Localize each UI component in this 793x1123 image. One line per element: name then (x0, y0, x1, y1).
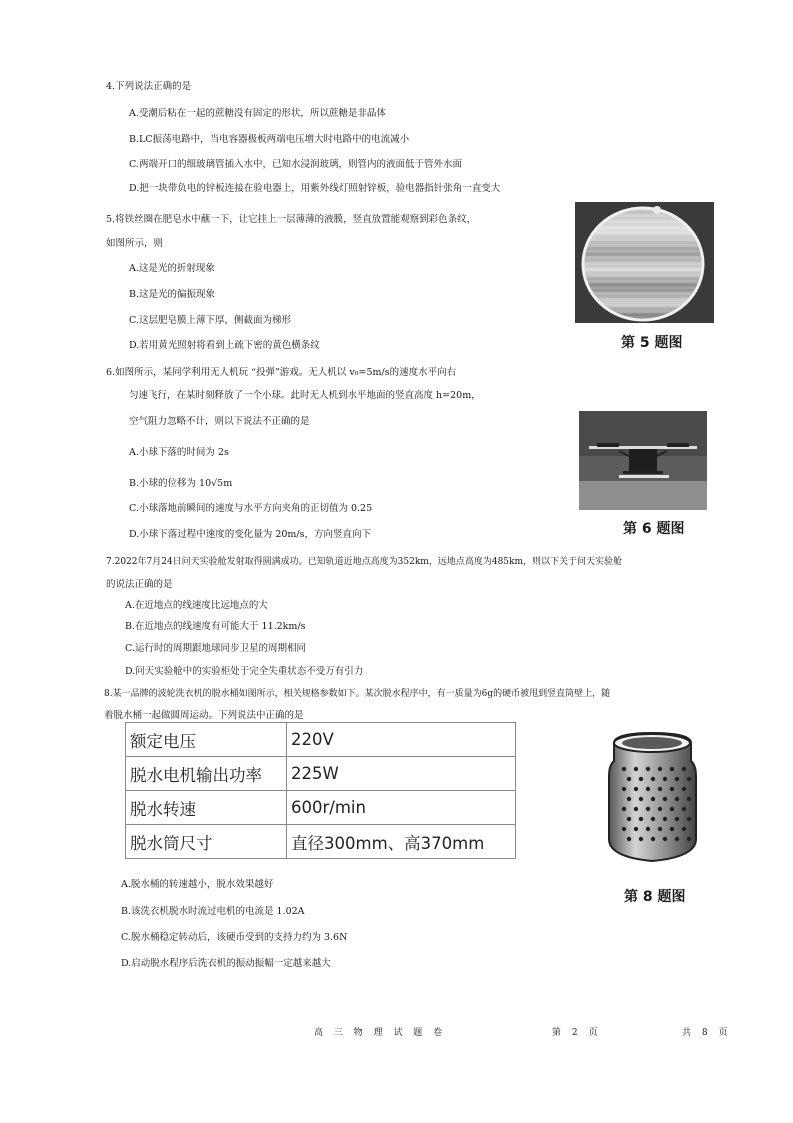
footer-total-pages: 共 8 页 (682, 1028, 728, 1038)
q7-option-d: D.问天实验舱中的实验柜处于完全失重状态不受万有引力 (125, 666, 364, 677)
q5-option-c: C.这层肥皂膜上薄下厚，侧截面为梯形 (129, 315, 291, 326)
drum-hole (622, 767, 626, 771)
q5-stem-line2: 如图所示，则 (106, 238, 164, 249)
footer-title: 高 三 物 理 试 题 卷 (314, 1028, 443, 1038)
drum-hole (622, 807, 626, 811)
q6-stem-line1: 6.如图所示，某同学利用无人机玩 “投弹”游戏。无人机以 v₀=5m/s的速度水平向右 (106, 367, 457, 378)
drum-hole (627, 837, 631, 841)
table-row (126, 757, 516, 791)
drum-hole (646, 787, 650, 791)
table-row (126, 825, 516, 859)
drum-hole (675, 837, 679, 841)
drum-hole (658, 767, 662, 771)
drum-hole (687, 817, 691, 821)
drum-hole (634, 827, 638, 831)
drum-hole (634, 787, 638, 791)
q7-option-c: C.运行时的周期跟地球同步卫星的周期相同 (125, 643, 306, 654)
q7-stem-line2: 的说法正确的是 (106, 579, 173, 590)
spin-drum-figure (606, 731, 699, 866)
spec-key: 脱水转速 (126, 791, 287, 825)
spec-value: 直径300mm、高370mm (287, 825, 516, 859)
drum-hole (634, 807, 638, 811)
drum-hole (627, 817, 631, 821)
drum-hole (675, 817, 679, 821)
drum-hole (687, 837, 691, 841)
drum-hole (670, 807, 674, 811)
table-row (126, 791, 516, 825)
q4-option-b: B.LC振荡电路中，当电容器极板两端电压增大时电路中的电流减小 (129, 134, 410, 145)
q7-stem-line1: 7.2022年7月24日问天实验舱发射取得圆满成功。已知轨道近地点高度为352km，远地点高度为485km，则以下关于问天实验舱 (106, 557, 623, 567)
drone-figure (579, 411, 707, 510)
drum-hole (646, 767, 650, 771)
drum-hole (639, 777, 643, 781)
q8-figure-caption: 第 8 题图 (624, 889, 686, 905)
spec-value: 220V (287, 723, 516, 757)
spec-value: 600r/min (287, 791, 516, 825)
spin-drum-image (606, 731, 699, 866)
drum-hole (658, 827, 662, 831)
drum-hole (622, 827, 626, 831)
footer-page-number: 第 2 页 (552, 1028, 598, 1038)
drone-image (579, 411, 707, 510)
q4-option-c: C.两端开口的细玻璃管插入水中，已知水浸润玻璃，则管内的液面低于管外水面 (129, 159, 462, 170)
drum-hole (651, 777, 655, 781)
q6-figure-caption: 第 6 题图 (623, 521, 685, 537)
q6-stem-line2: 匀速飞行，在某时刻释放了一个小球。此时无人机到水平地面的竖直高度 h=20m， (129, 390, 481, 401)
q8-stem-line2: 着脱水桶一起做圆周运动。下列说法中正确的是 (104, 710, 304, 721)
drum-hole (639, 797, 643, 801)
q4-option-a: A.受潮后粘在一起的蔗糖没有固定的形状，所以蔗糖是非晶体 (129, 108, 386, 119)
drum-hole (682, 807, 686, 811)
drum-hole (634, 767, 638, 771)
q7-option-b: B.在近地点的线速度有可能大于 11.2km/s (125, 621, 306, 632)
drum-hole (663, 837, 667, 841)
q4-stem: 4.下列说法正确的是 (106, 81, 192, 92)
spec-key: 脱水电机输出功率 (126, 757, 287, 791)
drum-hole (687, 777, 691, 781)
spec-key: 脱水筒尺寸 (126, 825, 287, 859)
soap-film-figure (575, 202, 714, 323)
q6-option-b: B.小球的位移为 10√5m (129, 478, 233, 489)
drum-hole (670, 787, 674, 791)
q6-option-a: A.小球下落的时间为 2s (129, 447, 229, 458)
drum-hole (627, 797, 631, 801)
q8-option-c: C.脱水桶稳定转动后，该硬币受到的支持力约为 3.6N (121, 932, 348, 943)
drum-hole (663, 797, 667, 801)
drum-hole (646, 807, 650, 811)
spec-value: 225W (287, 757, 516, 791)
drum-hole (670, 827, 674, 831)
q5-stem-line1: 5.将铁丝圈在肥皂水中蘸一下，让它挂上一层薄薄的液膜，竖直放置能观察到彩色条纹， (106, 214, 477, 225)
q7-option-a: A.在近地点的线速度比远地点的大 (125, 600, 268, 611)
drum-hole (663, 777, 667, 781)
q6-stem-line3: 空气阻力忽略不计，则以下说法不正确的是 (129, 416, 310, 427)
q6-option-d: D.小球下落过程中速度的变化量为 20m/s，方向竖直向下 (129, 529, 371, 540)
q8-stem-line1: 8.某一品牌的波轮洗衣机的脱水桶如图所示，相关规格参数如下。某次脱水程序中，有一质量为6g的硬币被甩到竖直筒壁上，随 (104, 689, 611, 699)
q4-option-d: D.把一块带负电的锌板连接在验电器上，用紫外线灯照射锌板，验电器指针张角一直变大 (129, 183, 501, 194)
drum-hole (639, 817, 643, 821)
q5-figure-caption: 第 5 题图 (621, 335, 683, 351)
drum-hole (682, 827, 686, 831)
q5-option-d: D.若用黄光照射将看到上疏下密的黄色横条纹 (129, 340, 320, 351)
q8-option-b: B.该洗衣机脱水时流过电机的电流是 1.02A (121, 906, 305, 917)
spec-key: 额定电压 (126, 723, 287, 757)
q8-option-d: D.启动脱水程序后洗衣机的振动振幅一定越来越大 (121, 958, 331, 969)
drum-hole (651, 817, 655, 821)
spec-table (125, 722, 516, 859)
drum-hole (663, 817, 667, 821)
drum-hole (658, 807, 662, 811)
drum-hole (622, 787, 626, 791)
q6-option-c: C.小球落地前瞬间的速度与水平方向夹角的正切值为 0.25 (129, 503, 373, 514)
q8-option-a: A.脱水桶的转速越小，脱水效果越好 (121, 879, 274, 890)
drum-hole (651, 837, 655, 841)
drum-hole (627, 777, 631, 781)
drum-hole (682, 767, 686, 771)
drum-hole (646, 827, 650, 831)
drum-hole (675, 777, 679, 781)
drum-hole (675, 797, 679, 801)
drum-hole (658, 787, 662, 791)
q5-option-b: B.这是光的偏振现象 (129, 289, 216, 300)
q5-option-a: A.这是光的折射现象 (129, 263, 215, 274)
drum-hole (639, 837, 643, 841)
drum-hole (682, 787, 686, 791)
drum-hole (687, 797, 691, 801)
soap-film-image (575, 202, 714, 323)
drum-hole (651, 797, 655, 801)
table-row (126, 723, 516, 757)
drum-hole (670, 767, 674, 771)
